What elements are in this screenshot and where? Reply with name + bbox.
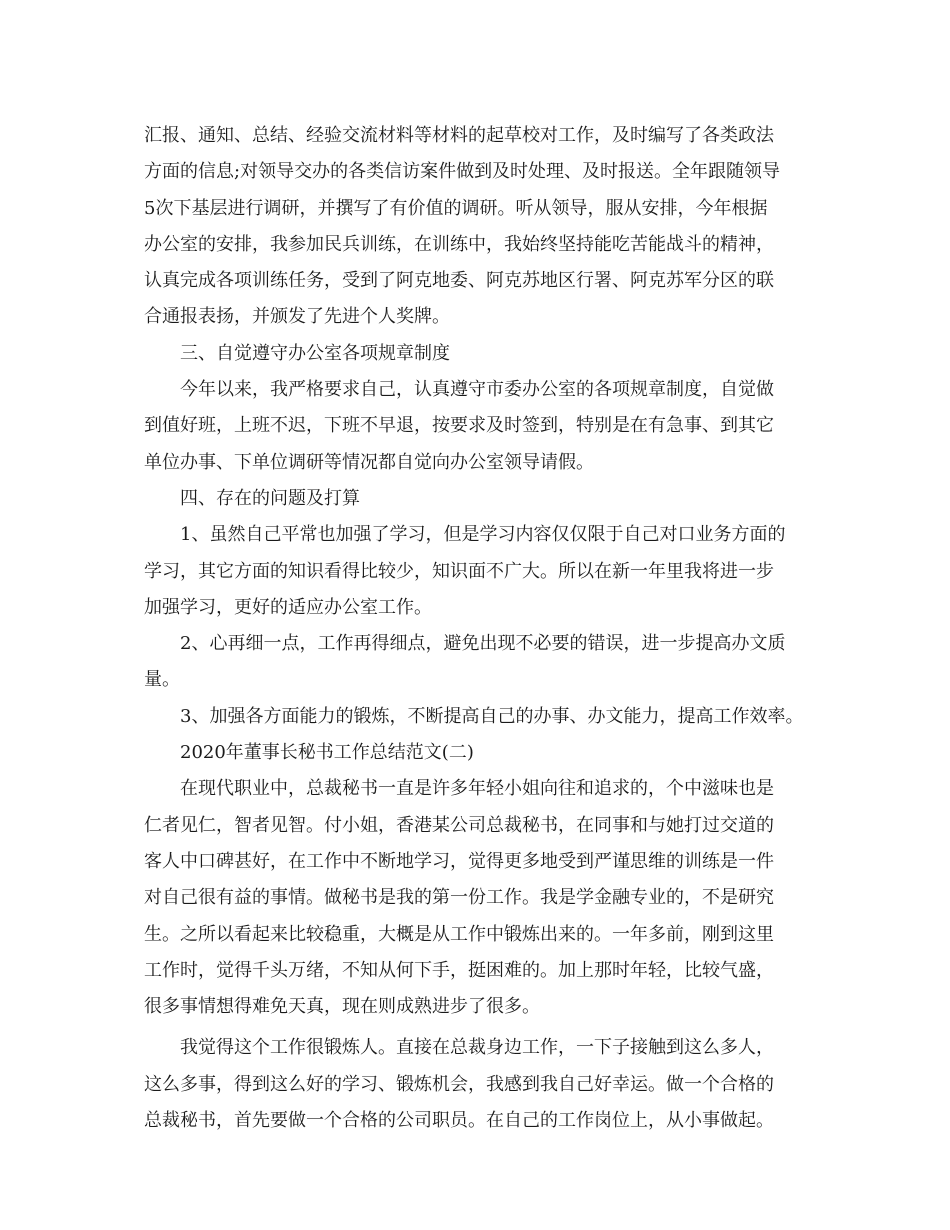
text-line: 1、虽然自己平常也加强了学习，但是学习内容仅仅限于自己对口业务方面的 [180, 524, 786, 546]
text-line: 单位办事、下单位调研等情况都自觉向办公室领导请假。 [144, 451, 594, 473]
text-line: 这么多事，得到这么好的学习、锻炼机会，我感到我自己好幸运。做一个合格的 [144, 1073, 774, 1095]
document-body [144, 118, 824, 1139]
text-line: 加强学习，更好的适应办公室工作。 [144, 596, 432, 618]
text-line: 合通报表扬，并颁发了先进个人奖牌。 [144, 306, 450, 328]
text-line: 四、存在的问题及打算 [180, 487, 360, 509]
text-line: 量。 [144, 669, 180, 691]
text-line: 客人中口碑甚好，在工作中不断地学习，觉得更多地受到严谨思维的训练是一件 [144, 850, 774, 872]
text-line: 汇报、通知、总结、经验交流材料等材料的起草校对工作，及时编写了各类政法 [144, 125, 774, 146]
text-line: 总裁秘书，首先要做一个合格的公司职员。在自己的工作岗位上，从小事做起。 [144, 1110, 774, 1132]
text-line: 方面的信息;对领导交办的各类信访案件做到及时处理、及时报送。全年跟随领导 [144, 161, 781, 183]
text-line: 学习，其它方面的知识看得比较少，知识面不广大。所以在新一年里我将进一步 [144, 560, 774, 582]
text-line: 认真完成各项训练任务，受到了阿克地委、阿克苏地区行署、阿克苏军分区的联 [144, 270, 774, 292]
text-line: 2020年董事长秘书工作总结范文(二) [180, 742, 474, 764]
text-line: 到值好班，上班不迟，下班不早退，按要求及时签到，特别是在有急事、到其它 [144, 415, 774, 437]
text-line: 工作时，觉得千头万绪，不知从何下手，挺困难的。加上那时年轻，比较气盛， [144, 959, 774, 981]
text-line: 3、加强各方面能力的锻炼，不断提高自己的办事、办文能力，提高工作效率。 [180, 705, 804, 727]
text-line: 5次下基层进行调研，并撰写了有价值的调研。听从领导，服从安排，今年根据 [144, 197, 768, 219]
text-line: 三、自觉遵守办公室各项规章制度 [180, 342, 450, 364]
text-line: 我觉得这个工作很锻炼人。直接在总裁身边工作，一下子接触到这么多人， [180, 1037, 774, 1059]
text-line: 办公室的安排，我参加民兵训练，在训练中，我始终坚持能吃苦能战斗的精神， [144, 233, 774, 255]
text-line: 很多事情想得难免天真，现在则成熟进步了很多。 [144, 996, 540, 1018]
text-line: 2、心再细一点，工作再得细点，避免出现不必要的错误，进一步提高办文质 [180, 633, 786, 655]
text-line: 在现代职业中，总裁秘书一直是许多年轻小姐向往和追求的，个中滋味也是 [180, 778, 774, 800]
text-line: 今年以来，我严格要求自己，认真遵守市委办公室的各项规章制度，自觉做 [180, 379, 774, 401]
text-line: 对自己很有益的事情。做秘书是我的第一份工作。我是学金融专业的，不是研究 [144, 887, 774, 909]
text-line: 生。之所以看起来比较稳重，大概是从工作中锻炼出来的。一年多前，刚到这里 [144, 923, 774, 945]
text-line: 仁者见仁，智者见智。付小姐，香港某公司总裁秘书，在同事和与她打过交道的 [144, 814, 774, 836]
